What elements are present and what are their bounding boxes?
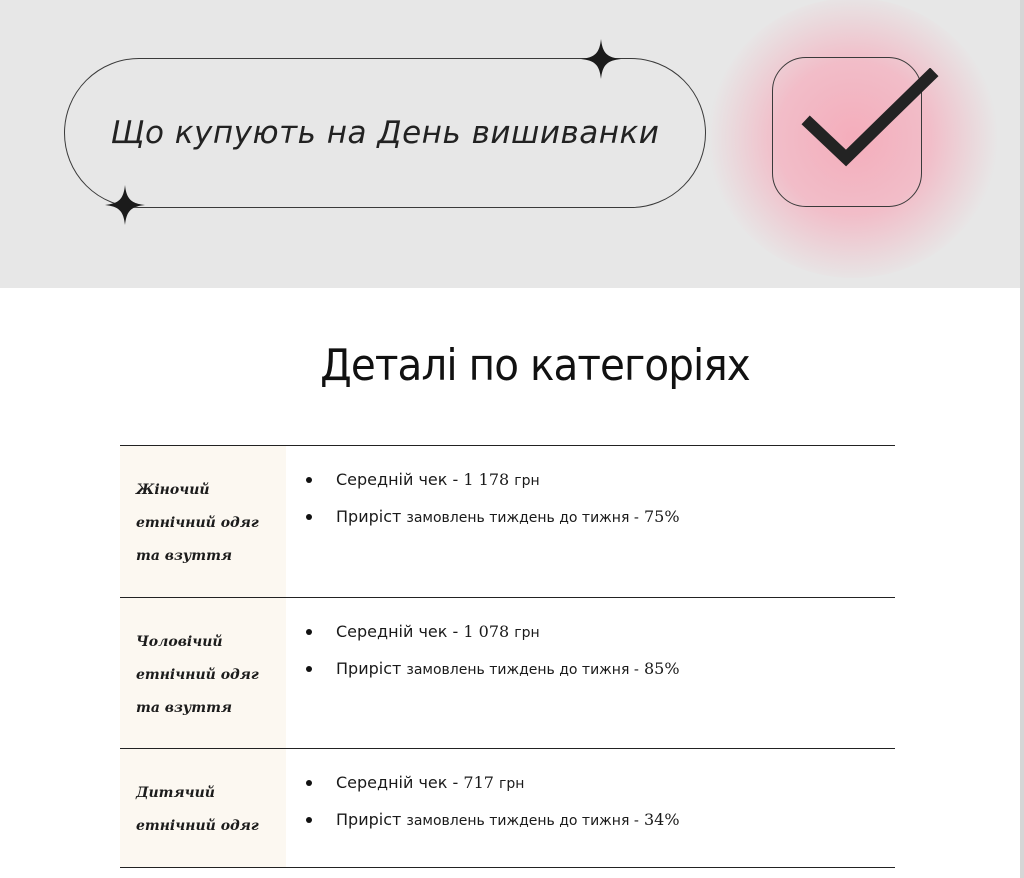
bullet-icon bbox=[306, 817, 312, 823]
growth-item: Приріст замовлень тиждень до тижня - 34% bbox=[306, 802, 895, 839]
category-label: Чоловічий етнічний одяг та взуття bbox=[120, 598, 286, 748]
table-row bbox=[120, 445, 895, 597]
category-table bbox=[120, 445, 895, 868]
bullet-icon bbox=[306, 477, 312, 483]
bullet-icon bbox=[306, 780, 312, 786]
category-label: Жіночий етнічний одяг та взуття bbox=[120, 446, 286, 597]
bullet-icon bbox=[306, 514, 312, 520]
section-title: Деталі по категоріях bbox=[320, 340, 750, 391]
table-row bbox=[120, 597, 895, 748]
bullet-icon bbox=[306, 666, 312, 672]
category-details bbox=[286, 446, 895, 597]
sparkle-icon bbox=[580, 38, 622, 80]
growth-item: Приріст замовлень тиждень до тижня - 75% bbox=[306, 499, 895, 536]
avg-check-item: Середній чек - 1 078 грн bbox=[306, 614, 895, 651]
category-details bbox=[286, 749, 895, 867]
checkmark-icon bbox=[800, 68, 940, 178]
bullet-icon bbox=[306, 629, 312, 635]
header-banner bbox=[0, 0, 1020, 288]
category-details bbox=[286, 598, 895, 748]
banner-title: Що купують на День вишиванки bbox=[110, 115, 660, 151]
table-row bbox=[120, 748, 895, 868]
growth-item: Приріст замовлень тиждень до тижня - 85% bbox=[306, 651, 895, 688]
category-label: Дитячий етнічний одяг bbox=[120, 749, 286, 867]
avg-check-item: Середній чек - 1 178 грн bbox=[306, 462, 895, 499]
page-edge-divider bbox=[1020, 0, 1024, 878]
avg-check-item: Середній чек - 717 грн bbox=[306, 765, 895, 802]
sparkle-icon bbox=[104, 184, 146, 226]
